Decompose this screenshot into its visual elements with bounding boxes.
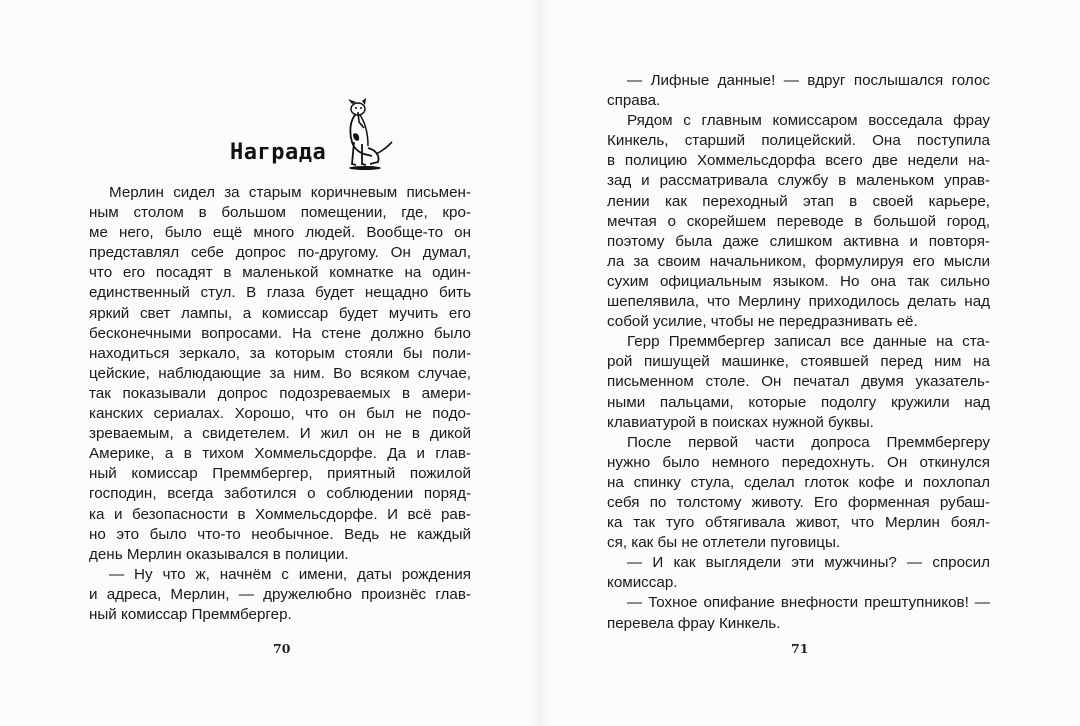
- book-gutter: [532, 0, 548, 726]
- text-line: ка и безопасности в Хоммельсдорфе. И всё рав-: [89, 505, 471, 523]
- text-line: Герр Преммбергер записал все данные на ста-: [627, 333, 990, 351]
- text-line: ными пальцами, которые подолгу кружили над: [607, 393, 990, 411]
- text-line: — И как выглядели эти мужчины? — спросил: [627, 554, 990, 572]
- text-line: единственный стул. В глаза будет нещадно бить: [89, 284, 471, 302]
- text-line: так показывали допрос подозреваемых в амери-: [89, 384, 471, 402]
- text-line: находиться зеркало, за которым стояли бы поли-: [89, 344, 471, 362]
- text-line: рой пишущей машинке, стоявшей перед ним на: [607, 353, 990, 371]
- text-line: и адреса, Мерлин, — дружелюбно произнёс глав-: [89, 585, 471, 603]
- text-line: ме него, было ещё много людей. Вообще-то он: [89, 224, 471, 242]
- text-line: день Мерлин оказывался в полиции.: [89, 545, 349, 563]
- text-line: Америке, а в тихом Хоммельсдорфе. Да и глав-: [89, 445, 471, 463]
- text-line: ный комиссар Преммбергер, приятный пожилой: [89, 465, 471, 483]
- text-line: ным столом в большом помещении, где, кро-: [89, 204, 471, 222]
- text-line: комиссар.: [607, 574, 678, 592]
- text-line: канских сериалах. Хорошо, что он был не подо-: [89, 405, 471, 423]
- text-line: После первой части допроса Преммбергеру: [627, 433, 990, 451]
- text-line: себя по толстому животу. Его форменная рубаш-: [607, 493, 990, 511]
- text-line: но это было что-то необычное. Ведь не каждый: [89, 525, 471, 543]
- text-line: перевела фрау Кинкель.: [607, 614, 781, 632]
- dog-sitting-icon: [338, 98, 396, 176]
- page-number-right: 71: [791, 641, 809, 656]
- text-line: яркий свет лампы, а комиссар будет мучить его: [89, 304, 471, 322]
- left-page-text: [89, 183, 471, 625]
- text-line: цейские, наблюдающие за ним. Во всяком случае,: [89, 364, 471, 382]
- text-line: зад и рассматривала службу в маленьком управ-: [607, 172, 990, 190]
- text-line: ла за своим начальником, формулируя его мысли: [607, 252, 990, 270]
- text-line: шепелявила, что Мерлину приходилось делать над: [607, 293, 990, 311]
- page-number-left: 70: [273, 641, 291, 656]
- text-line: — Ну что ж, начнём с имени, даты рождения: [109, 565, 471, 583]
- text-line: — Лифные данные! — вдруг послышался голос: [627, 72, 990, 89]
- text-line: ный комиссар Преммбергер.: [89, 605, 292, 623]
- chapter-title: Награда: [230, 140, 327, 165]
- text-line: ка так туго обтягивала живот, что Мерлин боял-: [607, 514, 990, 532]
- text-line: в полицию Хоммельсдорфа всего две недели на-: [607, 152, 990, 170]
- text-line: мечтая о скорейшем переводе в большой город,: [607, 212, 990, 230]
- text-line: ся, как бы не отлетели пуговицы.: [607, 534, 841, 552]
- text-line: на спинку стула, сделал глоток кофе и похлопал: [607, 473, 990, 491]
- text-line: — Тохное опифание внефности прештупников! —: [627, 594, 990, 612]
- text-line: нужно было немного передохнуть. Он откинулся: [607, 453, 990, 471]
- text-line: справа.: [607, 92, 661, 110]
- text-line: лении как переходный этап в своей карьере,: [607, 192, 990, 210]
- text-line: господин, всегда заботился о соблюдении поряд-: [89, 485, 471, 503]
- text-line: сухим официальным языком. Но она так сильно: [607, 272, 990, 290]
- text-line: Мерлин сидел за старым коричневым письмен-: [109, 184, 471, 201]
- text-line: что его посадят в маленькой комнатке на один-: [89, 264, 471, 282]
- text-line: зреваемым, а свидетелем. И жил он не в дикой: [89, 425, 471, 443]
- text-line: представлял себе допрос по-другому. Он думал,: [89, 244, 471, 262]
- text-line: поэтому была даже слишком активна и повторя-: [607, 232, 990, 250]
- text-line: письменном столе. Он печатал двумя указатель-: [607, 373, 990, 391]
- chapter-heading: [210, 98, 410, 176]
- text-line: Кинкель, старший полицейский. Она поступила: [607, 132, 990, 150]
- text-line: клавиатурой в поисках нужной буквы.: [607, 413, 874, 431]
- text-line: бесконечными вопросами. На стене должно было: [89, 324, 471, 342]
- text-line: собой усилие, чтобы не передразнивать её.: [607, 313, 918, 331]
- right-page-text: [607, 71, 990, 634]
- text-line: Рядом с главным комиссаром восседала фрау: [627, 112, 990, 130]
